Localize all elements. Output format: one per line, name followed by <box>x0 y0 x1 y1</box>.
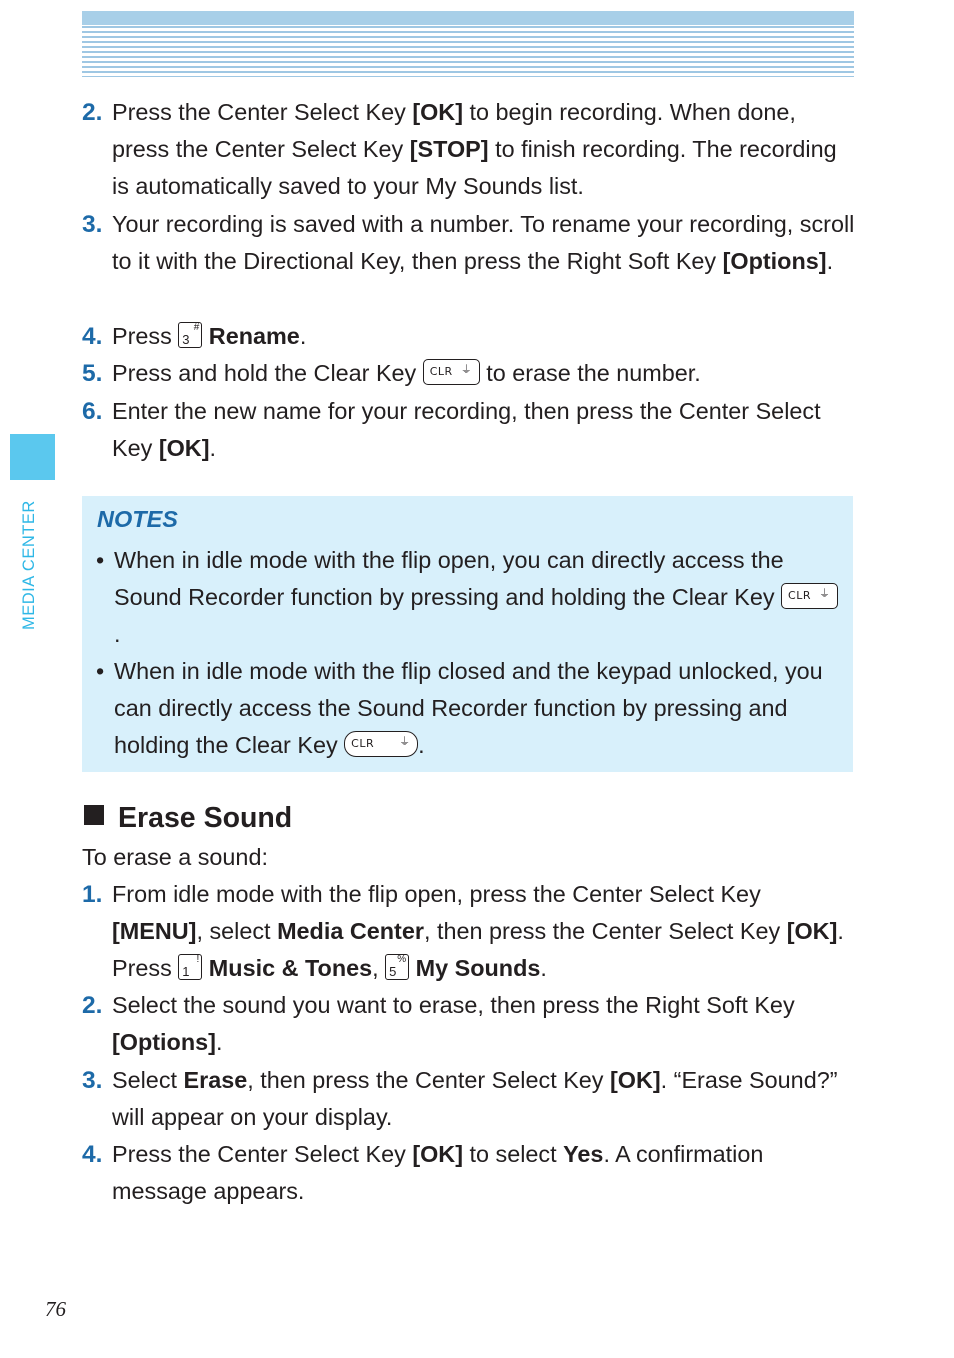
step-text: Press the Center Select Key [OK] to begin recording. When done, press the Center Select Key [STOP] to finish recording. The recording is automatically saved to your My Sounds list. <box>112 99 837 199</box>
step-number: 4. <box>82 323 103 350</box>
clear-key-icon: CLR ⏚ <box>344 731 418 757</box>
step-item <box>82 393 857 467</box>
bold-term: Media Center <box>277 918 424 944</box>
step-item <box>82 987 857 1061</box>
number-key-icon: 1 ! <box>178 954 202 980</box>
bold-term: [OK] <box>610 1067 661 1093</box>
bold-term: [OK] <box>412 1141 463 1167</box>
step-item <box>82 94 857 205</box>
section-heading <box>84 800 292 836</box>
step-item <box>82 876 857 987</box>
step-number: 2. <box>82 99 103 126</box>
step-text: From idle mode with the flip open, press the Center Select Key [MENU], select Media Center, then press the Center Select Key [OK]. Press 1 ! Music & Tones, 5 % My Sounds. <box>112 881 844 981</box>
step-text: Select Erase, then press the Center Select Key [OK]. “Erase Sound?” will appear on your display. <box>112 1067 838 1130</box>
section-title: Erase Sound <box>118 802 293 834</box>
step-item <box>82 355 857 392</box>
step-number: 3. <box>82 1067 103 1094</box>
bold-term: Erase <box>183 1067 248 1093</box>
bold-term: [OK] <box>412 99 463 125</box>
step-text: Press the Center Select Key [OK] to select Yes. A confirmation message appears. <box>112 1141 764 1204</box>
number-key-icon: 3 # <box>178 322 202 348</box>
heading-square-icon <box>84 805 104 825</box>
page-number: 76 <box>45 1297 66 1321</box>
clear-key-icon: CLR ⏚ <box>781 583 838 609</box>
side-section-label: MEDIA CENTER <box>20 500 38 630</box>
note-item <box>96 653 841 764</box>
step-number: 6. <box>82 398 103 425</box>
note-text: When in idle mode with the flip closed and the keypad unlocked, you can directly access the Sound Recorder function by pressing and holding the Clear Key CLR ⏚ . <box>114 658 823 758</box>
bullet: • <box>96 658 105 684</box>
note-item <box>96 542 841 653</box>
step-text: Select the sound you want to erase, then press the Right Soft Key [Options]. <box>112 992 795 1055</box>
notes-title: NOTES <box>97 506 178 532</box>
number-key-icon: 5 % <box>385 954 409 980</box>
header-band <box>82 11 854 77</box>
step-number: 1. <box>82 881 103 908</box>
clear-key-icon: CLR ⏚ <box>423 359 480 385</box>
step-item <box>82 1136 857 1210</box>
note-text: When in idle mode with the flip open, you can directly access the Sound Recorder function by pressing and holding the Clear Key CLR ⏚ . <box>114 542 841 653</box>
step-text: Press 3 # Rename. <box>112 322 307 349</box>
step-number: 5. <box>82 360 103 387</box>
step-item <box>82 206 857 280</box>
bold-term: My Sounds <box>415 955 541 981</box>
bullet: • <box>96 547 105 573</box>
step-text: Enter the new name for your recording, then press the Center Select Key [OK]. <box>112 398 821 461</box>
bold-term: Rename <box>208 323 300 349</box>
step-number: 4. <box>82 1141 103 1168</box>
bold-term: Music & Tones <box>208 955 373 981</box>
step-number: 2. <box>82 992 103 1019</box>
bold-term: [STOP] <box>409 136 489 162</box>
notes-box <box>82 496 853 772</box>
bold-term: [OK] <box>158 435 210 461</box>
bold-term: [Options] <box>722 248 827 274</box>
bold-term: Yes <box>563 1141 604 1167</box>
step-text: Your recording is saved with a number. To rename your recording, scroll to it with the Directional Key, then press the Right Soft Key [Options]. <box>112 211 855 274</box>
bold-term: [OK] <box>786 918 838 944</box>
bold-term: [MENU] <box>112 918 197 944</box>
section-intro: To erase a sound: <box>82 844 268 870</box>
step-item <box>82 318 857 355</box>
step-text: Press and hold the Clear Key CLR ⏚ to erase the number. <box>112 360 701 386</box>
step-item <box>82 1062 857 1136</box>
bold-term: [Options] <box>112 1029 216 1055</box>
step-number: 3. <box>82 211 103 238</box>
